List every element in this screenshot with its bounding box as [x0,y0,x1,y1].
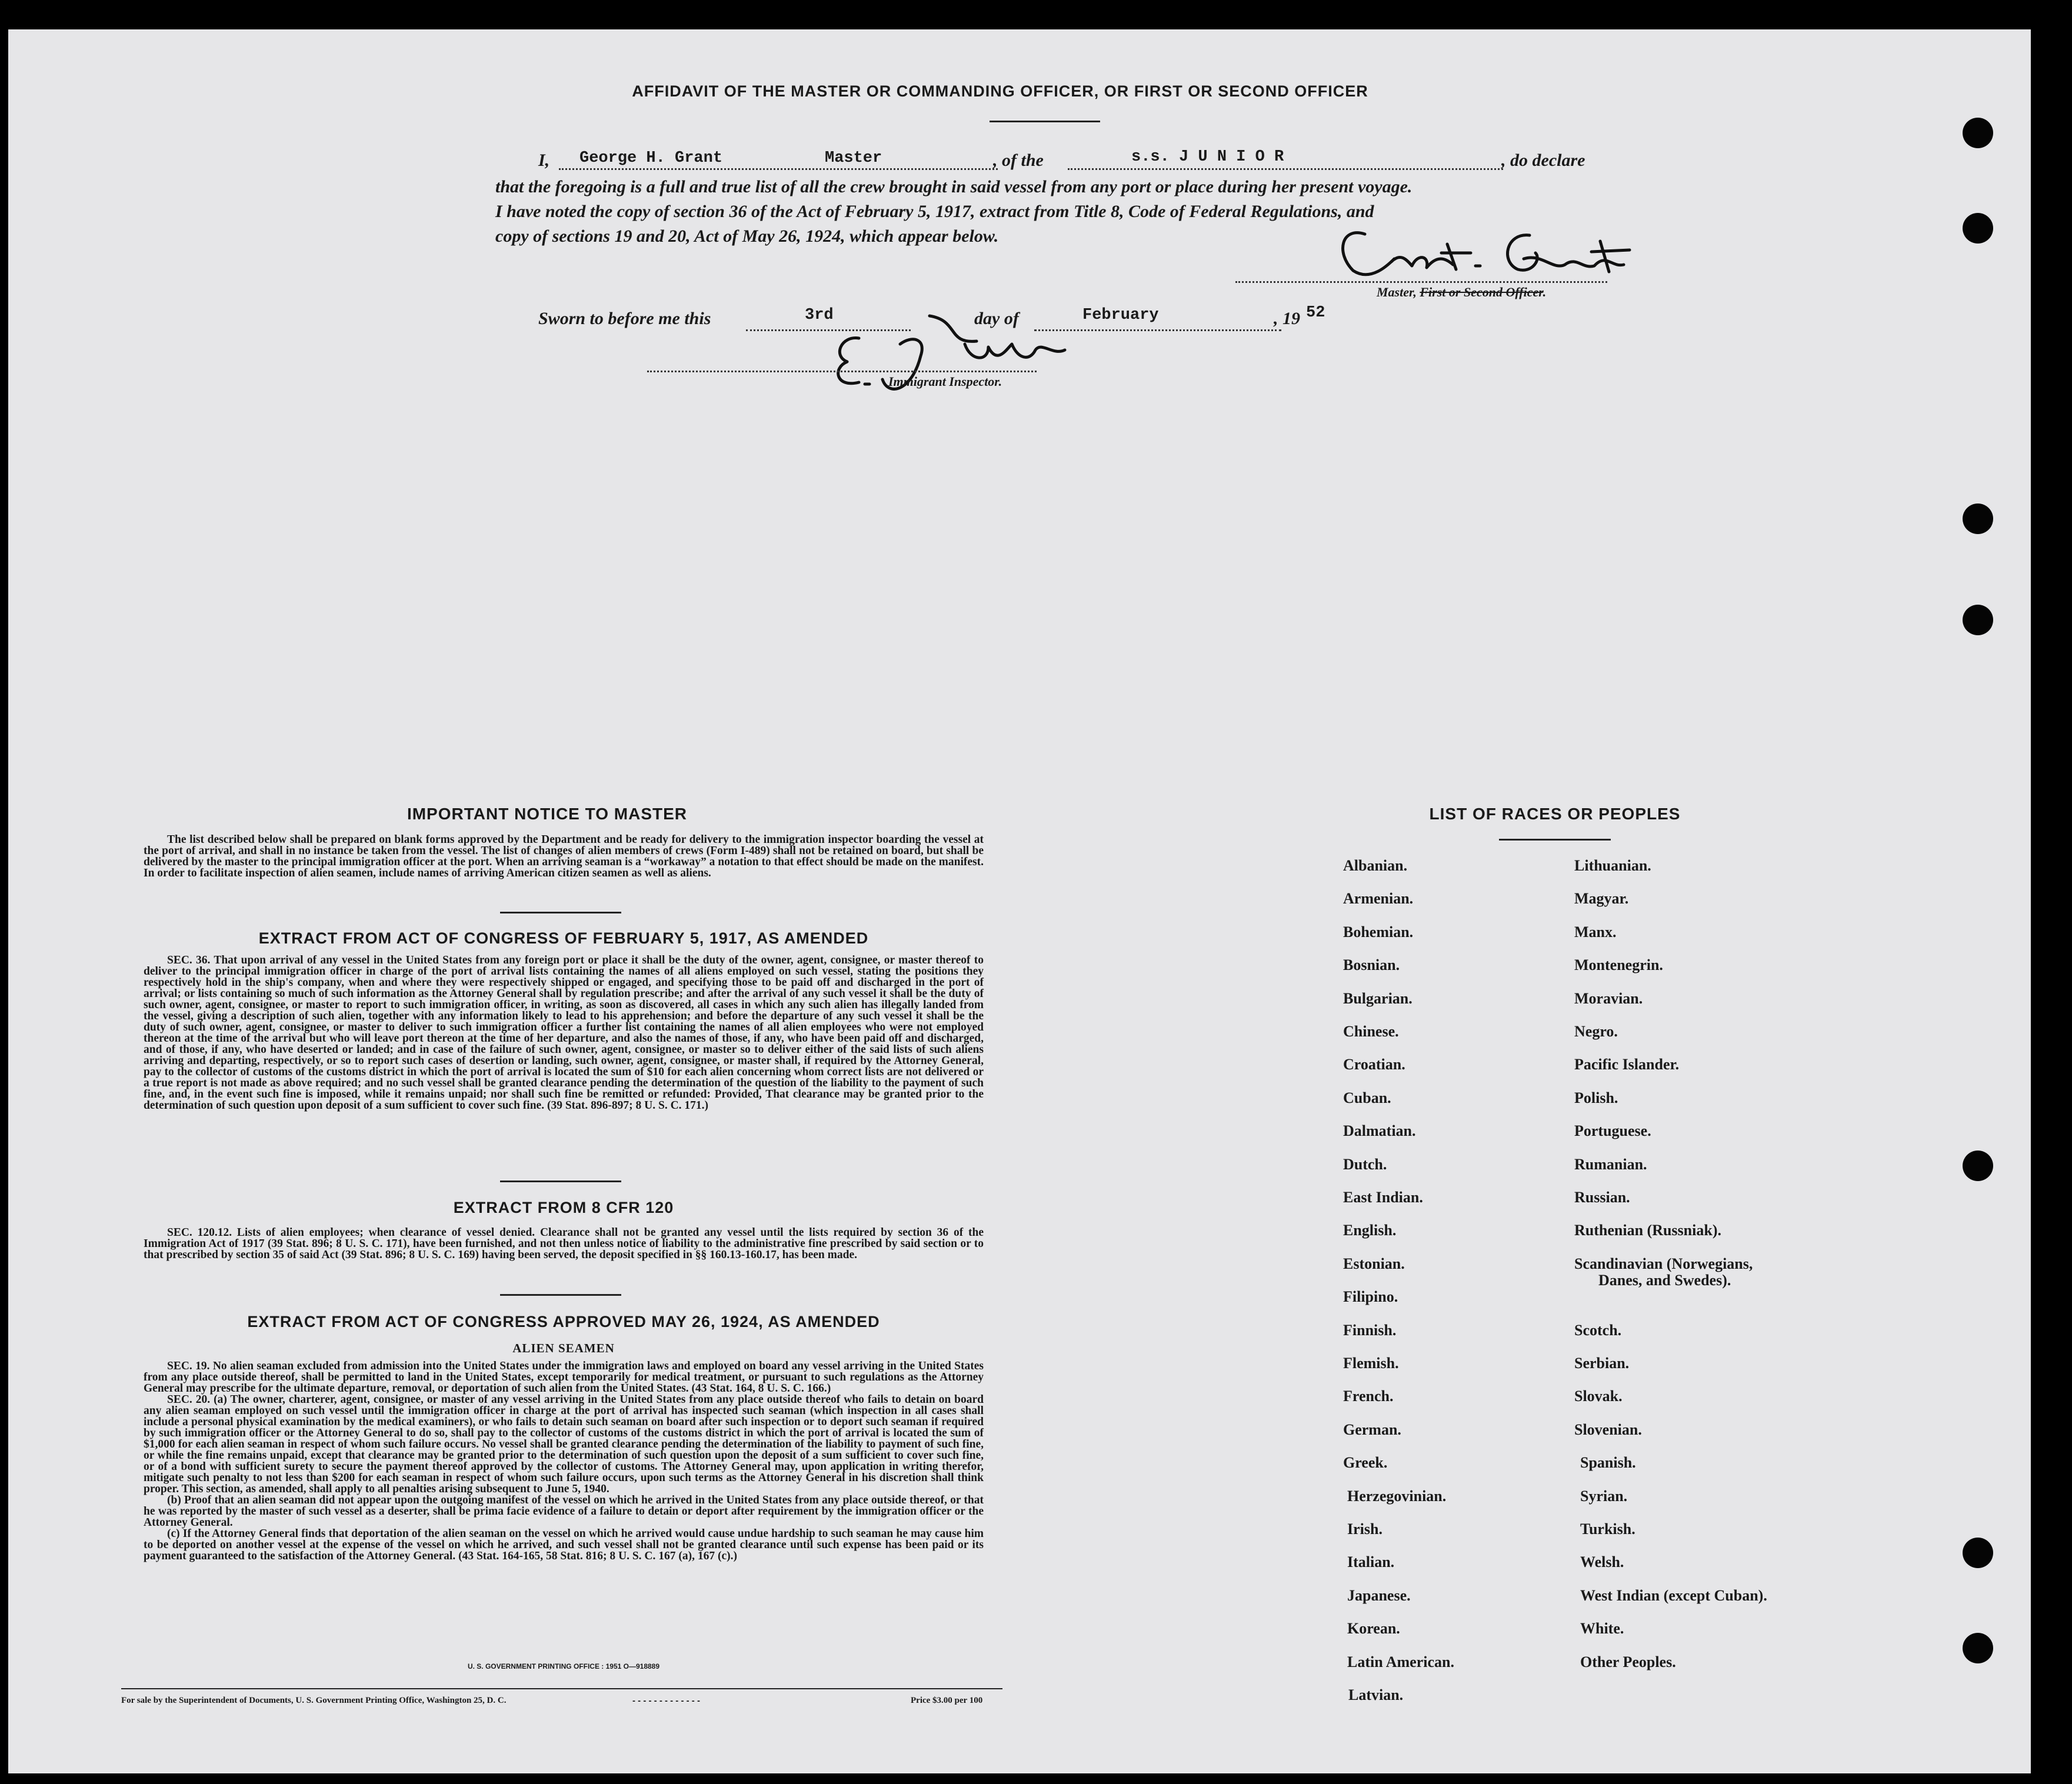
race-item: Montenegrin. [1574,956,1663,974]
extract-cfr-text: SEC. 120.12. Lists of alien employees; when clearance of vessel denied. Clearance shall not be granted any vessel until the lists required by section 36 of the Immigration Act of 1917 (39 Stat. 896; 8 U. S. C. 171), have been furnished, and not then unless notice of liability to the administrative fine prescribed by said section or to that prescribed by section 35 of said Act (39 Stat. 896; 8 U. S. C. 169) having been served, the deposit specified in §§ 160.13-160.17, has been made. [144,1226,984,1261]
race-item: Scotch. [1574,1321,1622,1339]
vessel-name: s.s. J U N I O R [1131,148,1284,166]
race-item: Cuban. [1343,1089,1391,1106]
master-name: George H. Grant [579,149,723,167]
year-prefix: , 19 [1274,309,1300,328]
race-item: English. [1343,1222,1397,1239]
affidavit-title: AFFIDAVIT OF THE MASTER OR COMMANDING OFFICER, OR FIRST OR SECOND OFFICER [632,82,1368,100]
race-item: Welsh. [1580,1553,1624,1571]
vessel-blank [1068,168,1503,170]
footer-left: For sale by the Superintendent of Documents, U. S. Government Printing Office, Washington 25, D. C. [121,1696,507,1705]
race-item: Filipino. [1343,1288,1398,1306]
race-item: Japanese. [1347,1586,1411,1604]
race-item: White. [1580,1620,1624,1638]
inspector-caption: Immigrant Inspector. [888,374,1002,389]
race-item: Magyar. [1574,890,1629,908]
race-item: Latvian. [1348,1686,1404,1703]
race-item: Moravian. [1574,989,1643,1007]
notice-title: IMPORTANT NOTICE TO MASTER [407,805,688,823]
race-item: Russian. [1574,1189,1630,1206]
race-item: East Indian. [1343,1189,1423,1206]
body-line-1: that the foregoing is a full and true list of all the crew brought in said vessel from any port or place during her present voyage. [495,177,1413,196]
of-the-label: , of the [993,151,1044,170]
race-item: Albanian. [1343,857,1408,874]
race-item: Portuguese. [1574,1122,1651,1140]
race-item: Scandinavian (Norwegians, [1574,1255,1753,1272]
extract-1924-title: EXTRACT FROM ACT OF CONGRESS APPROVED MAY 26, 1924, AS AMENDED [247,1313,880,1331]
section-20c: (c) If the Attorney General finds that deportation of the alien seaman on the vessel on which he arrived would cause undue hardship to such seaman he may cause him to be deported on another vessel at the expense of the vessel on which he arrived, and such vessel shall not be granted clearance until such expense has been paid or its payment guaranteed to the satisfaction of the Attorney General. (43 Stat. 164-165, 58 Stat. 816; 8 U. S. C. 167 (a), 167 (c).) [144,1528,984,1562]
divider [500,1181,621,1182]
body-line-2: I have noted the copy of section 36 of the Act of February 5, 1917, extract from Title 8, Code of Federal Regulations, and [495,202,1374,221]
race-item: Ruthenian (Russniak). [1574,1222,1721,1239]
footer-dots: - - - - - - - - - - - - - [632,1696,700,1706]
race-item: Rumanian. [1574,1155,1647,1173]
race-item: Chinese. [1343,1023,1399,1040]
race-item: Herzegovinian. [1347,1487,1447,1505]
section-20a: SEC. 20. (a) The owner, charterer, agent, consignee, or master of any vessel arriving in the United States from any place outside thereof who fails to detain on board any alien seaman employed on such vessel until the immigration officer in charge at the port of arrival has inspected such seaman (which inspection in all cases shall include a personal physical examination by the medical examiners), or who fails to detain such seaman on board after such inspection or to deport such seaman if required by such immigration officer or the Attorney General to do so, shall pay to the collector of customs of the customs district in which the port of arrival is located the sum of $1,000 for each alien seaman in respect of whom such failure occurs. No vessel shall be granted clearance pending the determination of the liability to payment of such fine, or while the fine remains unpaid, except that clearance may be granted prior to the determination of such question upon the deposit of a sum sufficient to cover such fine, or of a bond with sufficient surety to secure the payment thereof approved by the collector of customs. The Attorney General may, upon application in writing therefor, mitigate such penalty to not less than $200 for each seaman in respect of whom such failure occurs, upon such terms as the Attorney General in his discretion shall think proper. This section, as amended, shall apply to all penalties arising subsequent to June 5, 1940. [144,1393,984,1495]
race-item: Dalmatian. [1343,1122,1416,1140]
race-item: Bohemian. [1343,923,1414,941]
master-rank: Master [825,149,882,167]
signer-caption-struck: First or Second Officer [1420,285,1543,299]
race-item: Latin American. [1347,1653,1454,1670]
sworn-month: February [1082,306,1159,324]
divider [500,912,621,913]
race-item: Bosnian. [1343,956,1400,974]
extract-1924-text [144,1360,984,1562]
inspector-signature-line [647,371,1037,372]
signer-caption-prefix: Master, [1377,285,1420,299]
race-item: Croatian. [1343,1056,1405,1073]
master-signer-caption [1377,285,1546,300]
race-item: French. [1343,1388,1394,1405]
day-of-label: day of [974,309,1019,328]
race-item: Slovenian. [1574,1420,1642,1438]
race-item: Lithuanian. [1574,857,1651,874]
extract-cfr-title: EXTRACT FROM 8 CFR 120 [453,1199,674,1216]
punch-hole [1963,1151,1993,1181]
sworn-day: 3rd [805,306,834,324]
punch-hole [1963,1538,1993,1568]
races-title-divider [1499,839,1611,841]
master-signature-line [1235,281,1607,283]
extract-1924-subtitle: ALIEN SEAMEN [512,1341,615,1355]
race-item: Serbian. [1574,1355,1630,1372]
race-item: Estonian. [1343,1255,1405,1272]
sworn-label: Sworn to before me this [538,309,711,328]
declare-label: , do declare [1501,151,1585,170]
year-suffix: 52 [1306,304,1325,322]
race-item: German. [1343,1420,1401,1438]
footer-rule [121,1688,1002,1689]
race-item: Bulgarian. [1343,989,1413,1007]
punch-hole [1963,605,1993,635]
races-title: LIST OF RACES OR PEOPLES [1429,805,1681,823]
race-item: Polish. [1574,1089,1618,1106]
race-item: Greek. [1343,1454,1388,1472]
race-item: Armenian. [1343,890,1414,908]
race-item: Flemish. [1343,1355,1399,1372]
race-item: Irish. [1347,1520,1383,1538]
race-item: Pacific Islander. [1574,1056,1680,1073]
printing-office-line: U. S. GOVERNMENT PRINTING OFFICE : 1951 O—918889 [467,1662,660,1670]
footer-right: Price $3.00 per 100 [911,1696,983,1705]
race-item: Spanish. [1580,1454,1636,1472]
signer-caption-suffix: . [1543,285,1547,299]
section-19: SEC. 19. No alien seaman excluded from admission into the United States under the immigration laws and employed on board any vessel arriving in the United States from any place outside thereof, shall be permitted to land in the United States, except temporarily for medical treatment, or pursuant to such regulations as the Attorney General may prescribe for the ultimate departure, removal, or deportation of such alien from the United States. (43 Stat. 164, 8 U. S. C. 166.) [144,1360,984,1395]
race-item: Negro. [1574,1023,1618,1040]
notice-text: The list described below shall be prepared on blank forms approved by the Department and be ready for delivery to the immigration inspector boarding the vessel at the port of arrival, and shall in no instance be taken from the vessel. The list of changes of alien members of crews (Form I-489) shall not be retained on board, but shall be delivered by the master to the principal immigration officer at the port. When an arriving seaman is a “workaway” a notation to that effect should be made on the manifest. In order to facilitate inspection of alien seamen, include names of arriving American citizen seamen as well as aliens. [144,833,984,879]
declaration-line [538,148,1656,174]
divider [500,1294,621,1296]
race-item: Italian. [1347,1553,1395,1571]
extract-1917-title: EXTRACT FROM ACT OF CONGRESS OF FEBRUARY 5, 1917, AS AMENDED [258,929,869,947]
punch-hole [1963,1633,1993,1663]
race-item: Slovak. [1574,1388,1623,1405]
punch-hole [1963,213,1993,244]
race-item: Danes, and Swedes). [1598,1272,1731,1289]
i-label: I, [538,151,550,170]
section-20b: (b) Proof that an alien seaman did not appear upon the outgoing manifest of the vessel on which he arrived in the United States from any place outside thereof, or that he was reported by the master of such vessel as a deserter, shall be prima facie evidence of a failure to detain or deport after requirement by the immigration officer or the Attorney General. [144,1494,984,1529]
master-signature [1330,218,1635,285]
race-item: Korean. [1347,1620,1400,1638]
race-item: Dutch. [1343,1155,1387,1173]
race-item: Turkish. [1580,1520,1635,1538]
race-item: Finnish. [1343,1321,1397,1339]
race-item: West Indian (except Cuban). [1580,1586,1767,1604]
extract-1917-text: SEC. 36. That upon arrival of any vessel in the United States from any foreign port or place it shall be the duty of the owner, agent, consignee, or master thereof to deliver to the principal immigration officer in charge of the port of arrival lists containing the names of all aliens employed on such vessel, stating the positions they respectively hold in the ship's company, when and where they were respectively shipped or engaged, and specifying those to be paid off and discharged in the port of arrival; or lists containing so much of such information as the Attorney General shall by regulation prescribe; and after the arrival of any such vessel it shall be the duty of such owner, agent, consignee, or master to report to such immigration officer, in writing, as soon as discovered, all cases in which any such alien has illegally landed from the vessel, giving a description of such alien, together with any information likely to lead to his apprehension; and before the departure of any such vessel it shall be the duty of such owner, agent, consignee, or master to deliver to such immigration officer a further list containing the names of all alien employees who were not employed thereon at the time of the arrival but who will leave port thereon at the time of her departure, and also the names of those, if any, who have been paid off and discharged, and of those, if any, who have deserted or landed; and in case of the failure of such owner, agent, consignee, or master so to deliver either of the said lists of such aliens arriving and departing, respectively, or so to report such cases of desertion or landing, such owner, agent, consignee, or master shall, if required by the Attorney General, pay to the collector of customs of the customs district in which the port of arrival is located the sum of $10 for each alien concerning whom correct lists are not delivered or a true report is not made as above required; and no such vessel shall be granted clearance pending the determination of the question of the liability to the payment of such fine, and, in the event such fine is imposed, while it remains unpaid; nor shall such fine be remitted or refunded: Provided, That clearance may be granted prior to the determination of such question upon deposit of a sum sufficient to cover such fine. (39 Stat. 896-897; 8 U. S. C. 171.) [144,954,984,1112]
punch-hole [1963,503,1993,534]
race-item: Other Peoples. [1580,1653,1676,1670]
title-divider [990,121,1100,122]
race-item: Syrian. [1580,1487,1628,1505]
punch-hole [1963,118,1993,148]
body-line-3: copy of sections 19 and 20, Act of May 26, 1924, which appear below. [495,226,999,246]
race-item: Manx. [1574,923,1617,941]
name-blank [559,168,998,170]
